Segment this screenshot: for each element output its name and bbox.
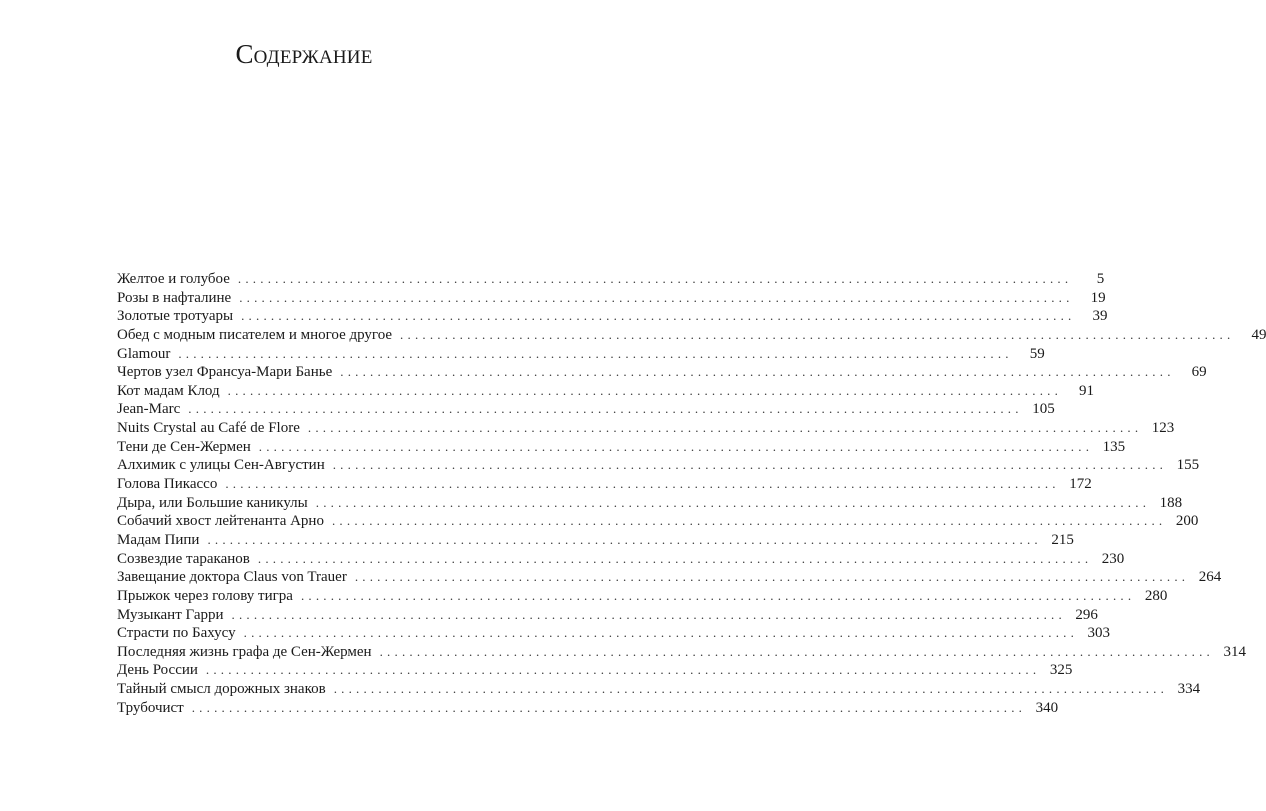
toc-entry-title: Кот мадам Клод	[117, 382, 220, 399]
toc-entry-title: Последняя жизнь графа де Сен-Жермен	[117, 643, 372, 660]
toc-entry-title: День России	[117, 662, 198, 679]
toc-entry-page: 314	[1223, 643, 1246, 660]
toc-entry-page: 334	[1177, 681, 1201, 698]
toc-entry	[117, 680, 1201, 699]
dot-leader: ................................................................................................................	[241, 308, 1076, 324]
dot-leader: ................................................................................................................	[340, 364, 1175, 380]
toc-entry	[117, 606, 1098, 625]
toc-entry-page: 59	[1029, 345, 1045, 362]
dot-leader: ................................................................................................................	[333, 681, 1169, 697]
toc-entry-title: Золотые тротуары	[117, 308, 234, 325]
toc-entry-page: 91	[1079, 382, 1095, 399]
toc-entry-page: 280	[1144, 587, 1168, 604]
toc-entry	[117, 494, 1183, 513]
dot-leader: ................................................................................................................	[205, 662, 1041, 678]
dot-leader: ................................................................................................................	[379, 643, 1214, 659]
page-title: Содержание	[235, 39, 373, 69]
toc-entry	[117, 699, 1059, 718]
toc-entry	[117, 363, 1207, 382]
toc-entry	[117, 531, 1074, 550]
toc-entry-page: 5	[1096, 271, 1105, 287]
toc-entry-page: 39	[1092, 308, 1108, 325]
toc-entry	[117, 400, 1055, 419]
toc-entry-title: Тени де Сен-Жермен	[117, 438, 251, 455]
toc-entry-page: 105	[1032, 401, 1055, 418]
dot-leader: ................................................................................................................	[258, 438, 1094, 454]
toc-entry	[117, 382, 1095, 401]
toc-entry	[117, 568, 1222, 587]
toc-entry-page: 230	[1101, 550, 1125, 567]
toc-entry	[117, 307, 1108, 326]
toc-entry	[117, 326, 1266, 345]
dot-leader: ................................................................................................................	[354, 569, 1190, 585]
toc-list	[117, 270, 1266, 717]
dot-leader: ................................................................................................................	[400, 326, 1235, 342]
toc-entry	[117, 456, 1200, 475]
toc-entry	[117, 624, 1111, 643]
toc-entry	[117, 587, 1168, 606]
toc-entry-title: Трубочист	[117, 699, 184, 716]
toc-entry	[117, 270, 1105, 289]
toc-entry	[117, 512, 1199, 531]
dot-leader: ................................................................................................................	[178, 345, 1013, 361]
toc-entry-title: Nuits Crystal au Café de Flore	[117, 420, 300, 437]
toc-entry-title: Собачий хвост лейтенанта Арно	[117, 513, 324, 530]
toc-entry-title: Созвездие тараканов	[117, 550, 250, 567]
toc-entry	[117, 289, 1106, 308]
toc-entry	[117, 475, 1092, 494]
toc-entry-title: Дыра, или Большие каникулы	[117, 494, 308, 511]
toc-entry-page: 340	[1035, 699, 1059, 716]
toc-entry-title: Страсти по Бахусу	[117, 625, 236, 642]
toc-entry-page: 188	[1159, 494, 1183, 511]
toc-entry-title: Розы в нафталине	[117, 289, 232, 306]
dot-leader: ................................................................................................................	[207, 531, 1042, 547]
dot-leader: ................................................................................................................	[239, 289, 1074, 305]
toc-entry-page: 172	[1069, 476, 1092, 493]
dot-leader: ................................................................................................................	[332, 457, 1168, 473]
toc-entry-title: Glamour	[117, 345, 171, 362]
toc-entry-title: Музыкант Гарри	[117, 606, 224, 623]
toc-entry-page: 69	[1191, 364, 1207, 381]
toc-entry-page: 303	[1087, 625, 1111, 642]
toc-entry	[117, 345, 1045, 364]
toc-entry	[117, 661, 1073, 680]
dot-leader: ................................................................................................................	[315, 494, 1151, 510]
dot-leader: ................................................................................................................	[300, 587, 1136, 603]
toc-entry-page: 215	[1051, 531, 1074, 548]
toc-entry	[117, 419, 1175, 438]
toc-entry-title: Завещание доктора Claus von Trauer	[117, 569, 347, 586]
toc-entry-page: 49	[1251, 326, 1266, 343]
toc-entry	[117, 643, 1246, 662]
dot-leader: ................................................................................................................	[191, 699, 1027, 715]
toc-entry-page: 296	[1075, 606, 1098, 623]
dot-leader: ................................................................................................................	[225, 476, 1060, 492]
dot-leader: ................................................................................................................	[237, 271, 1073, 286]
toc-entry-page: 135	[1102, 438, 1126, 455]
toc-entry-title: Jean-Marc	[117, 401, 181, 418]
toc-entry-page: 264	[1198, 569, 1222, 586]
toc-entry-page: 123	[1151, 420, 1175, 437]
dot-leader: ................................................................................................................	[188, 401, 1023, 417]
dot-leader: ................................................................................................................	[227, 382, 1063, 398]
dot-leader: ................................................................................................................	[243, 625, 1079, 641]
dot-leader: ................................................................................................................	[307, 420, 1143, 436]
toc-entry-page: 155	[1176, 457, 1200, 474]
dot-leader: ................................................................................................................	[331, 513, 1167, 529]
toc-entry-title: Обед с модным писателем и многое другое	[117, 326, 393, 343]
toc-entry-page: 19	[1090, 289, 1106, 306]
toc-entry	[117, 438, 1126, 457]
toc-entry-page: 200	[1175, 513, 1199, 530]
toc-entry-title: Мадам Пипи	[117, 531, 200, 548]
toc-entry-page: 325	[1049, 662, 1073, 679]
dot-leader: ................................................................................................................	[231, 606, 1066, 622]
toc-entry-title: Чертов узел Франсуа-Мари Банье	[117, 364, 333, 381]
toc-entry-title: Голова Пикассо	[117, 476, 218, 493]
toc-entry	[117, 550, 1125, 569]
toc-entry-title: Тайный смысл дорожных знаков	[117, 681, 326, 698]
dot-leader: ................................................................................................................	[257, 550, 1093, 566]
toc-entry-title: Прыжок через голову тигра	[117, 587, 293, 604]
toc-entry-title: Желтое и голубое	[117, 271, 230, 287]
toc-entry-title: Алхимик с улицы Сен-Августин	[117, 457, 325, 474]
